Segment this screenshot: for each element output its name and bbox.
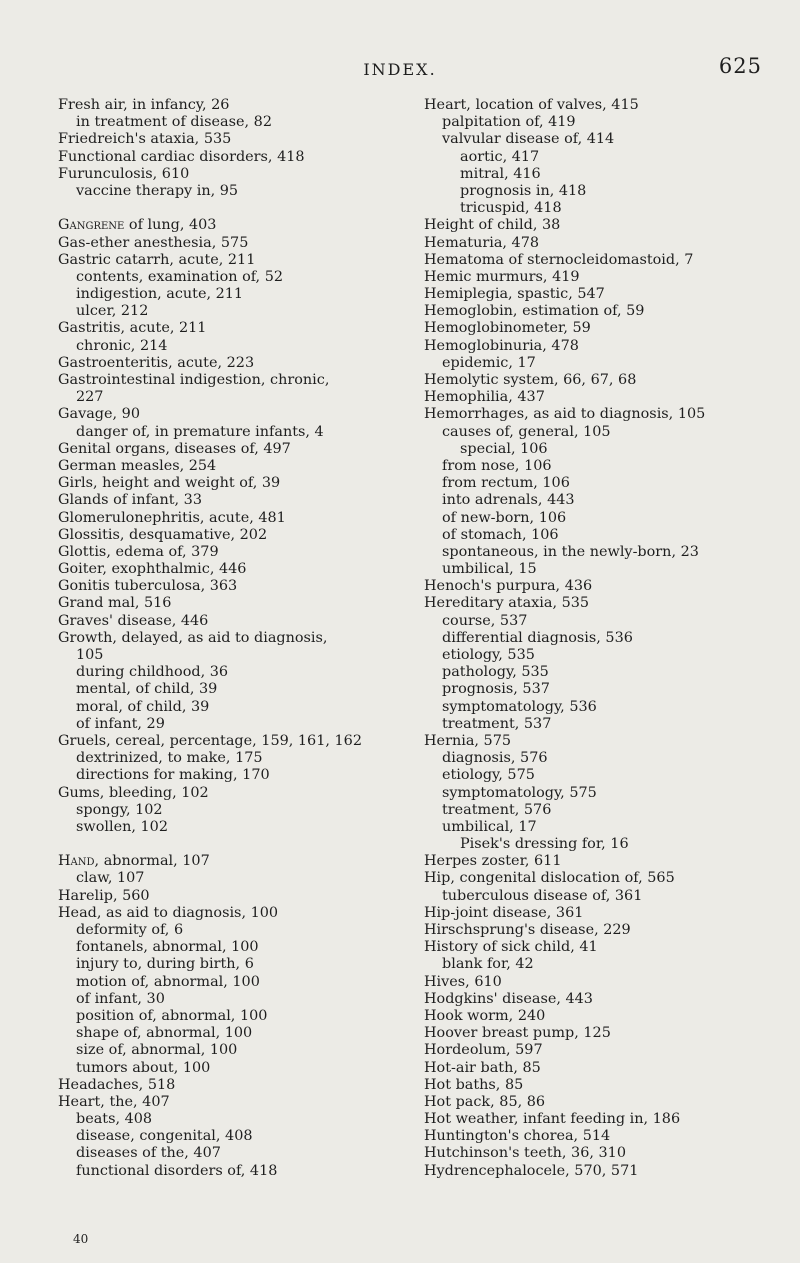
index-entry: Gastrointestinal indigestion, chronic, xyxy=(58,372,330,388)
index-subentry: tumors about, 100 xyxy=(76,1059,211,1076)
index-subentry: valvular disease of, 414 xyxy=(442,131,615,148)
index-entry: Grand mal, 516 xyxy=(58,595,172,612)
index-subentry: diagnosis, 576 xyxy=(442,750,548,767)
index-entry: Hydrencephalocele, 570, 571 xyxy=(424,1162,639,1179)
index-entry: Glomerulonephritis, acute, 481 xyxy=(58,509,286,526)
index-entry: Furunculosis, 610 xyxy=(58,165,190,182)
index-subentry: 227 xyxy=(76,389,104,406)
index-subentry: umbilical, 17 xyxy=(442,818,537,835)
index-subentry: during childhood, 36 xyxy=(76,664,229,681)
index-entry: German measles, 254 xyxy=(58,457,217,474)
index-subentry: of stomach, 106 xyxy=(442,526,559,543)
index-entry: Graves' disease, 446 xyxy=(58,612,209,629)
index-entry: Hemoglobinometer, 59 xyxy=(424,320,591,337)
index-subentry: blank for, 42 xyxy=(442,956,534,973)
index-entry: Gums, bleeding, 102 xyxy=(58,784,209,801)
index-entry: Heart, location of valves, 415 xyxy=(424,97,639,113)
index-entry: Henoch's purpura, 436 xyxy=(424,578,593,595)
index-entry: Friedreich's ataxia, 535 xyxy=(58,131,232,148)
index-entry: Hereditary ataxia, 535 xyxy=(424,595,590,612)
index-subentry: symptomatology, 575 xyxy=(442,784,597,801)
index-subentry: prognosis in, 418 xyxy=(460,182,587,199)
index-subentry: etiology, 575 xyxy=(442,767,535,784)
index-subentry: causes of, general, 105 xyxy=(442,423,611,440)
index-entry: Goiter, exophthalmic, 446 xyxy=(58,561,247,578)
index-entry: Gavage, 90 xyxy=(58,406,140,423)
index-subentry: indigestion, acute, 211 xyxy=(76,286,244,303)
index-entry: Hot-air bath, 85 xyxy=(424,1059,541,1076)
index-subentry: spongy, 102 xyxy=(76,801,163,818)
index-subentry: from nose, 106 xyxy=(442,457,552,474)
index-subentry: shape of, abnormal, 100 xyxy=(76,1025,253,1042)
index-entry: Hemiplegia, spastic, 547 xyxy=(424,286,605,303)
page-header-title: INDEX. xyxy=(363,60,437,79)
index-entry: Headaches, 518 xyxy=(58,1076,176,1093)
index-entry: Hemorrhages, as aid to diagnosis, 105 xyxy=(424,406,706,423)
index-entry: Gas-ether anesthesia, 575 xyxy=(58,234,249,251)
index-entry: Gruels, cereal, percentage, 159, 161, 162 xyxy=(58,732,362,749)
index-subentry: etiology, 535 xyxy=(442,647,535,663)
index-subentry: mitral, 416 xyxy=(460,165,541,182)
index-subentry: deformity of, 6 xyxy=(76,922,184,938)
index-entry: Herpes zoster, 611 xyxy=(424,853,562,870)
index-entry: Height of child, 38 xyxy=(424,217,561,234)
index-subentry: 105 xyxy=(76,647,104,663)
index-subentry: of new-born, 106 xyxy=(442,509,567,526)
index-subentry: umbilical, 15 xyxy=(442,561,537,578)
index-entry: Hemolytic system, 66, 67, 68 xyxy=(424,372,637,388)
index-entry: History of sick child, 41 xyxy=(424,939,598,956)
index-subentry: of infant, 30 xyxy=(76,990,165,1007)
index-subentry: spontaneous, in the newly-born, 23 xyxy=(442,543,699,560)
section-lead-word: Hand xyxy=(58,853,95,870)
index-subentry: differential diagnosis, 536 xyxy=(442,629,633,646)
index-subentry: diseases of the, 407 xyxy=(76,1145,221,1162)
index-entry: Hemoglobin, estimation of, 59 xyxy=(424,303,645,320)
index-entry: Fresh air, in infancy, 26 xyxy=(58,97,230,113)
index-entry: Huntington's chorea, 514 xyxy=(424,1128,611,1145)
signature-mark: 40 xyxy=(73,1232,89,1246)
index-entry: Hoover breast pump, 125 xyxy=(424,1025,611,1042)
index-entry: Gastroenteritis, acute, 223 xyxy=(58,354,255,371)
index-subentry: treatment, 576 xyxy=(442,801,552,818)
index-subentry: Pisek's dressing for, 16 xyxy=(460,836,629,853)
index-subentry: injury to, during birth, 6 xyxy=(76,956,254,973)
index-entry: Gonitis tuberculosa, 363 xyxy=(58,578,238,595)
index-subentry: in treatment of disease, 82 xyxy=(76,114,272,131)
index-subentry: directions for making, 170 xyxy=(76,767,270,784)
index-subentry: fontanels, abnormal, 100 xyxy=(76,939,259,956)
section-lead-word: Gangrene xyxy=(58,217,125,234)
index-subentry: palpitation of, 419 xyxy=(442,114,576,131)
index-entry: Hodgkins' disease, 443 xyxy=(424,990,593,1007)
index-entry: Hematuria, 478 xyxy=(424,234,540,251)
index-entry: Hemic murmurs, 419 xyxy=(424,268,580,285)
index-subentry: course, 537 xyxy=(442,612,528,629)
index-subentry: pathology, 535 xyxy=(442,664,549,681)
index-entry: Harelip, 560 xyxy=(58,887,150,904)
index-subentry: size of, abnormal, 100 xyxy=(76,1042,238,1059)
index-subentry: tricuspid, 418 xyxy=(460,200,562,217)
index-entry: Genital organs, diseases of, 497 xyxy=(58,440,291,457)
index-subentry: epidemic, 17 xyxy=(442,354,536,371)
index-subentry: contents, examination of, 52 xyxy=(76,268,284,285)
index-subentry: claw, 107 xyxy=(76,870,145,887)
index-entry: Hordeolum, 597 xyxy=(424,1042,543,1059)
index-entry: Hives, 610 xyxy=(424,973,502,990)
index-entry: Hip, congenital dislocation of, 565 xyxy=(424,870,675,887)
index-entry: Hook worm, 240 xyxy=(424,1007,546,1024)
index-entry: Glands of infant, 33 xyxy=(58,492,202,509)
index-subentry: mental, of child, 39 xyxy=(76,681,218,698)
entry-text: , abnormal, 107 xyxy=(94,853,210,870)
section-gap xyxy=(58,200,418,217)
index-subentry: ulcer, 212 xyxy=(76,303,149,320)
index-entry: Hemoglobinuria, 478 xyxy=(424,337,579,354)
index-subentry: chronic, 214 xyxy=(76,337,168,354)
index-subentry: tuberculous disease of, 361 xyxy=(442,887,643,904)
index-subentry: of infant, 29 xyxy=(76,715,165,732)
index-subentry: from rectum, 106 xyxy=(442,475,570,492)
index-subentry: special, 106 xyxy=(460,440,548,457)
index-subentry: dextrinized, to make, 175 xyxy=(76,750,263,767)
index-entry: Hot weather, infant feeding in, 186 xyxy=(424,1111,681,1128)
index-entry: Functional cardiac disorders, 418 xyxy=(58,148,305,165)
index-subentry: treatment, 537 xyxy=(442,715,552,732)
index-subentry: into adrenals, 443 xyxy=(442,492,575,509)
index-subentry: aortic, 417 xyxy=(460,148,540,165)
index-subentry: danger of, in premature infants, 4 xyxy=(76,423,324,440)
index-subentry: disease, congenital, 408 xyxy=(76,1128,253,1145)
index-entry xyxy=(58,217,418,234)
entry-text: of lung, 403 xyxy=(128,217,217,234)
page-number: 625 xyxy=(718,54,762,78)
index-entry: Heart, the, 407 xyxy=(58,1093,170,1110)
index-entry: Hernia, 575 xyxy=(424,732,512,749)
index-entry: Hot pack, 85, 86 xyxy=(424,1093,546,1110)
index-entry: Hutchinson's teeth, 36, 310 xyxy=(424,1145,626,1162)
index-entry: Hematoma of sternocleidomastoid, 7 xyxy=(424,251,694,268)
index-subentry: vaccine therapy in, 95 xyxy=(76,182,239,199)
index-subentry: motion of, abnormal, 100 xyxy=(76,973,260,990)
index-entry: Girls, height and weight of, 39 xyxy=(58,475,281,492)
index-subentry: functional disorders of, 418 xyxy=(76,1162,278,1179)
index-entry: Hirschsprung's disease, 229 xyxy=(424,922,631,938)
index-entry: Hemophilia, 437 xyxy=(424,389,545,406)
index-entry xyxy=(58,853,418,870)
index-entry: Glottis, edema of, 379 xyxy=(58,543,219,560)
index-column-left xyxy=(58,97,418,1180)
index-entry: Hot baths, 85 xyxy=(424,1076,524,1093)
index-subentry: prognosis, 537 xyxy=(442,681,550,698)
index-entry: Head, as aid to diagnosis, 100 xyxy=(58,904,279,921)
index-subentry: beats, 408 xyxy=(76,1111,153,1128)
index-subentry: position of, abnormal, 100 xyxy=(76,1007,268,1024)
section-gap xyxy=(58,836,418,853)
index-entry: Gastritis, acute, 211 xyxy=(58,320,207,337)
index-entry: Growth, delayed, as aid to diagnosis, xyxy=(58,629,328,646)
index-entry: Glossitis, desquamative, 202 xyxy=(58,526,268,543)
index-entry: Hip-joint disease, 361 xyxy=(424,904,584,921)
index-entry: Gastric catarrh, acute, 211 xyxy=(58,251,256,268)
index-subentry: swollen, 102 xyxy=(76,818,168,835)
index-subentry: moral, of child, 39 xyxy=(76,698,210,715)
index-subentry: symptomatology, 536 xyxy=(442,698,597,715)
index-column-right xyxy=(424,97,794,1180)
